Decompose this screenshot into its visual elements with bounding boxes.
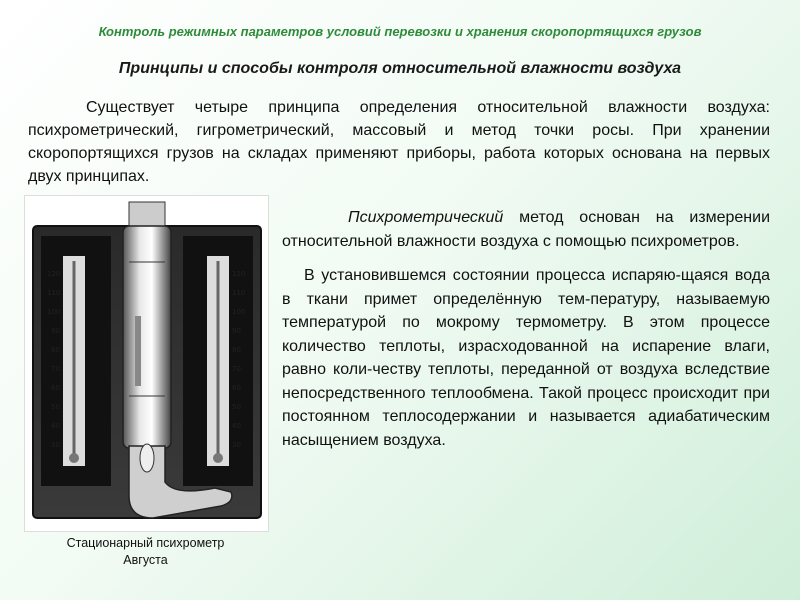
scale-label-right: 30 <box>232 441 241 449</box>
scale-label-right: 100 <box>232 308 246 316</box>
scale-label-left: 90 <box>51 327 60 335</box>
scale-label-right: 120 <box>232 270 246 278</box>
description-column <box>282 206 770 463</box>
scale-label-right: 60 <box>232 384 241 392</box>
method-paragraph <box>282 206 770 253</box>
figure-caption-line2: Августа <box>123 553 168 567</box>
scale-label-right: 50 <box>232 403 241 411</box>
psychrometer-image <box>24 195 269 532</box>
method-text: метод основан на измерении относительной влажности воздуха с помощью психрометров. <box>282 209 770 250</box>
scale-label-left: 60 <box>51 384 60 392</box>
scale-label-right: 70 <box>232 365 241 373</box>
scale-label-left: 100 <box>47 308 61 316</box>
scale-label-right: 90 <box>232 327 241 335</box>
scale-label-left: 50 <box>51 403 60 411</box>
scale-label-left: 110 <box>47 289 61 297</box>
scale-label-left: 120 <box>47 270 61 278</box>
slide-header-title: Контроль режимных параметров условий перевозки и хранения скоропортящихся грузов <box>98 24 702 39</box>
psychrometer-illustration <box>25 196 268 531</box>
scale-label-left: 40 <box>51 422 60 430</box>
scale-label-left: 80 <box>51 346 60 354</box>
scale-label-right: 110 <box>232 289 246 297</box>
scale-label-right: 40 <box>232 422 241 430</box>
figure-caption-line1: Стационарный психрометр <box>66 536 225 550</box>
process-paragraph: В установившемся состоянии процесса испаряю-щаяся вода в ткани примет определённую тем-пературу, называемую температурой по мокрому термометру. В этом процессе количество теплоты, израсходованной на испарение влаги, равно коли-честву теплоты, переданной от воздуха вследствие непосредственного теплообмена. Такой процесс происходит при постоянном теплосодержании и называется адиабатическим насыщением воздуха. <box>282 267 770 449</box>
scale-label-left: 30 <box>51 441 60 449</box>
scale-label-right: 80 <box>232 346 241 354</box>
method-term: Психрометрический <box>348 209 504 226</box>
section-title: Принципы и способы контроля относительной влажности воздуха <box>118 60 682 77</box>
figure-caption <box>24 535 267 569</box>
scale-label-left: 70 <box>51 365 60 373</box>
intro-paragraph: Существует четыре принципа определения относительной влажности воздуха: психрометрический, гигрометрический, массовый и метод точки росы. При хранении скоропортящихся грузов на складах применяют приборы, работа которых основана на первых двух принципах. <box>28 99 770 185</box>
